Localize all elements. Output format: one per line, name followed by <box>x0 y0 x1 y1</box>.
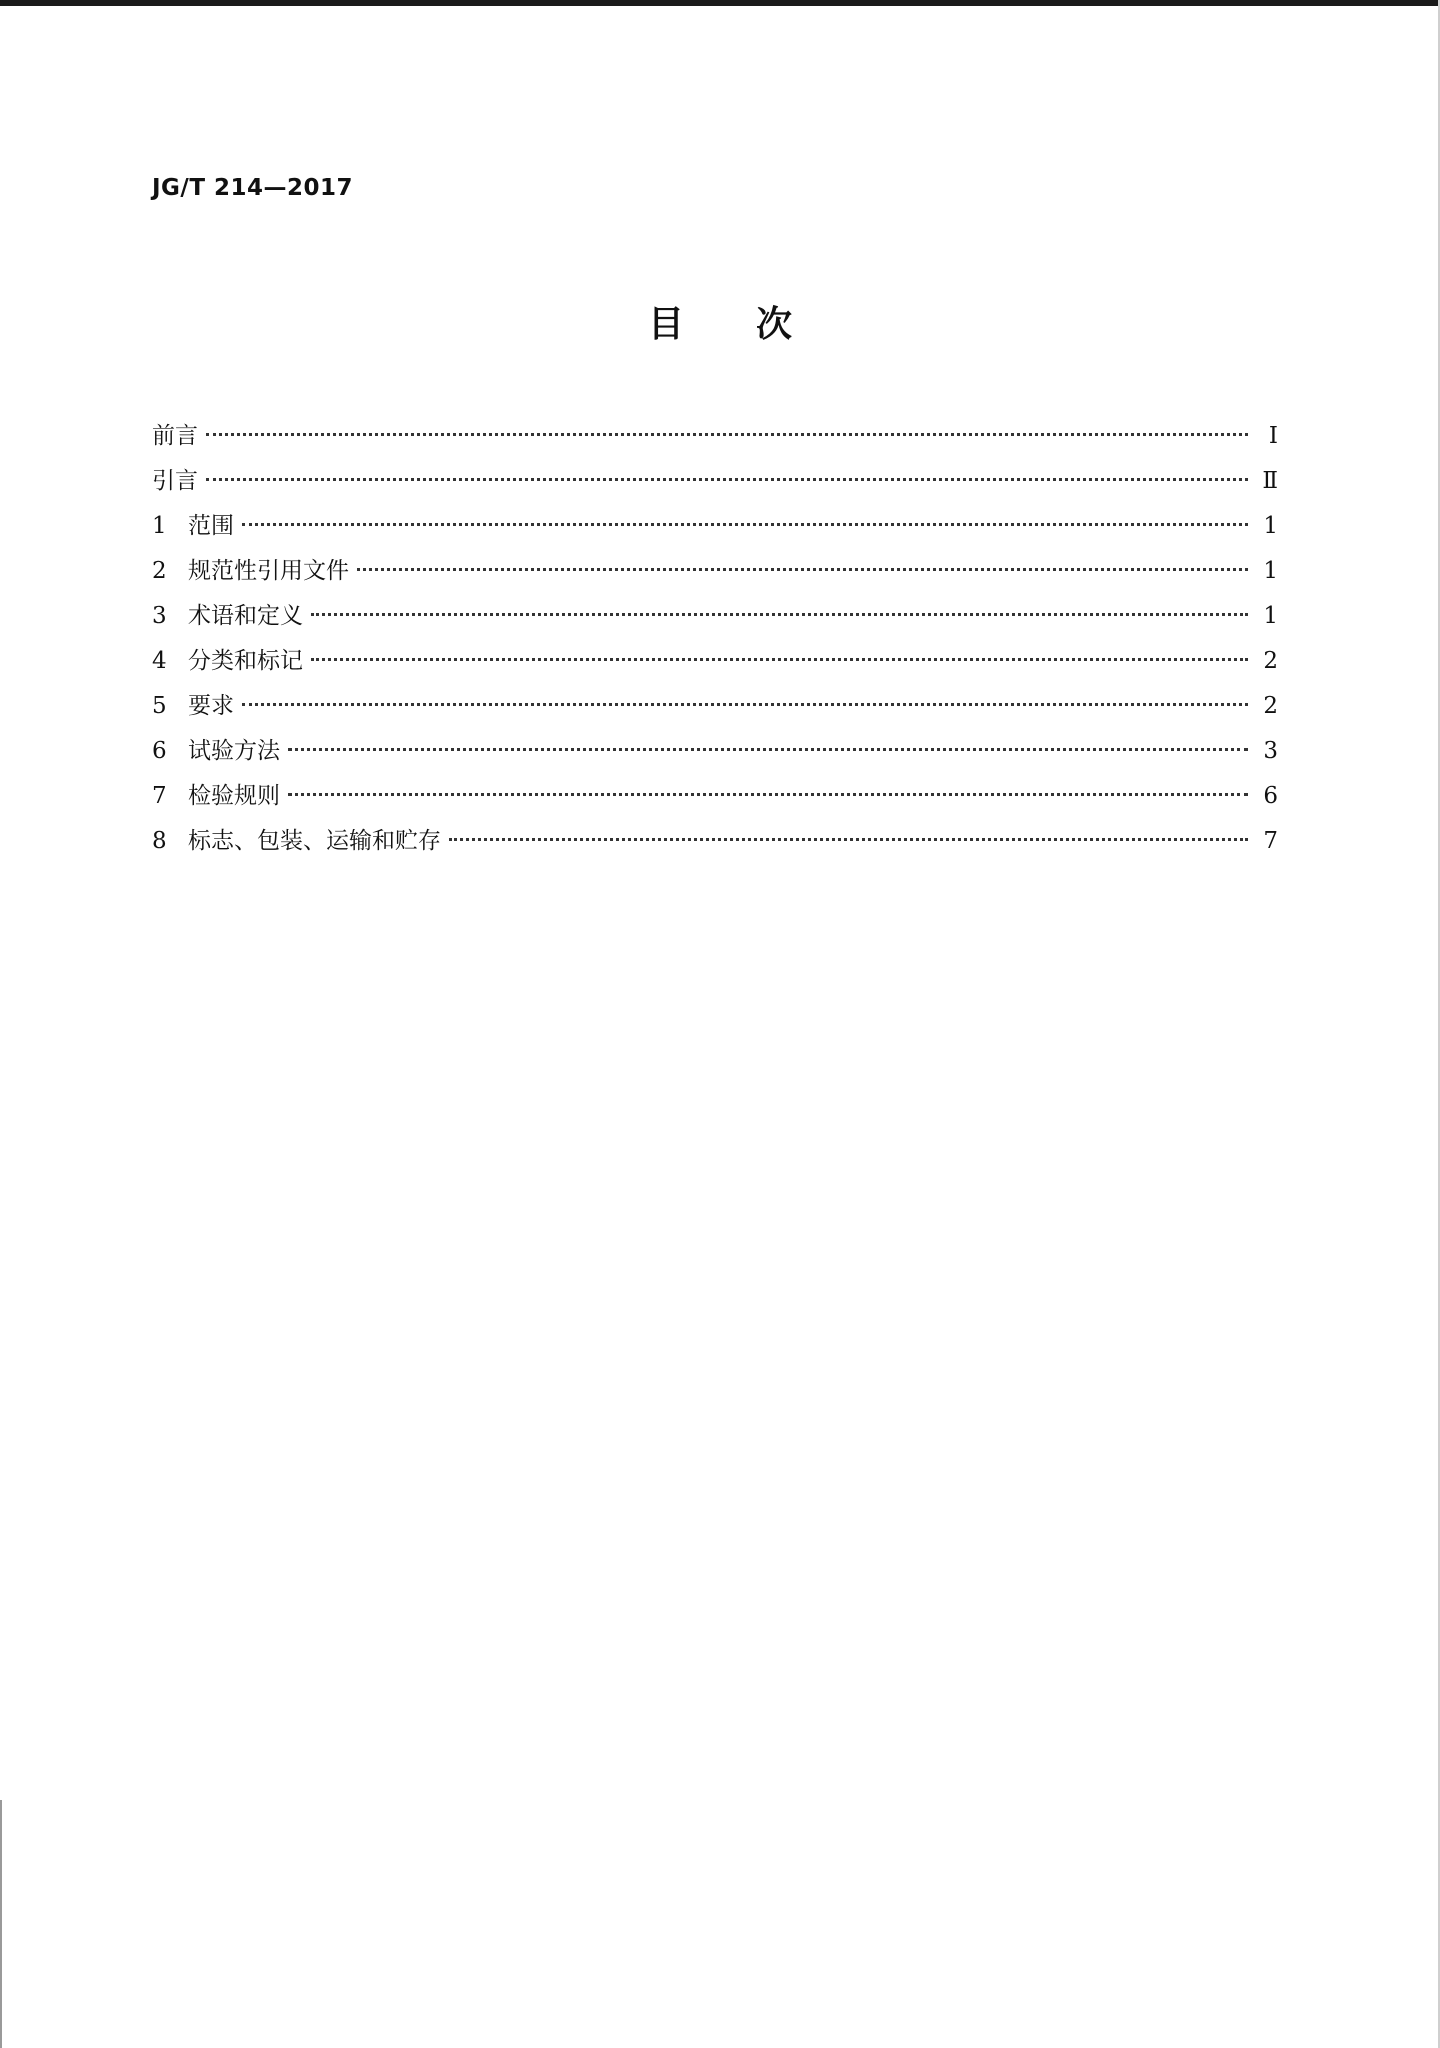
scan-edge-left <box>0 1800 2 2048</box>
standard-code: JG/T 214—2017 <box>152 175 354 201</box>
table-of-contents <box>152 414 1278 864</box>
toc-entry-5[interactable] <box>152 684 1278 729</box>
toc-leader-dots <box>311 613 1248 616</box>
toc-entry-page: 1 <box>1263 513 1278 539</box>
scan-edge-top <box>0 0 1440 6</box>
toc-entry-foreword[interactable] <box>152 414 1278 459</box>
toc-leader-dots <box>311 658 1248 661</box>
toc-entry-label: 术语和定义 <box>188 603 303 629</box>
toc-entry-introduction[interactable] <box>152 459 1278 504</box>
toc-entry-8[interactable] <box>152 819 1278 864</box>
toc-entry-label: 范围 <box>188 513 234 539</box>
toc-entry-label: 检验规则 <box>188 783 280 809</box>
toc-entry-number: 2 <box>152 558 167 584</box>
toc-entry-1[interactable] <box>152 504 1278 549</box>
toc-entry-3[interactable] <box>152 594 1278 639</box>
toc-entry-2[interactable] <box>152 549 1278 594</box>
toc-entry-label: 试验方法 <box>188 738 280 764</box>
toc-entry-6[interactable] <box>152 729 1278 774</box>
toc-entry-number: 6 <box>152 738 167 764</box>
toc-leader-dots <box>242 703 1248 706</box>
toc-entry-4[interactable] <box>152 639 1278 684</box>
toc-entry-label: 前言 <box>152 423 198 449</box>
toc-leader-dots <box>206 478 1248 481</box>
toc-leader-dots <box>449 838 1248 841</box>
toc-leader-dots <box>206 433 1248 436</box>
toc-entry-page: 2 <box>1263 693 1278 719</box>
toc-leader-dots <box>288 793 1248 796</box>
toc-entry-number: 8 <box>152 828 167 854</box>
page-title: 目次 <box>647 304 864 345</box>
toc-entry-page: Ⅱ <box>1262 468 1278 494</box>
toc-entry-label: 要求 <box>188 693 234 719</box>
toc-entry-7[interactable] <box>152 774 1278 819</box>
toc-entry-page: Ⅰ <box>1268 423 1278 449</box>
toc-entry-label: 规范性引用文件 <box>188 558 349 584</box>
toc-entry-label: 引言 <box>152 468 198 494</box>
toc-entry-page: 6 <box>1263 783 1278 809</box>
toc-entry-number: 5 <box>152 693 167 719</box>
toc-leader-dots <box>288 748 1248 751</box>
toc-entry-number: 1 <box>152 513 167 539</box>
toc-entry-page: 1 <box>1263 558 1278 584</box>
toc-entry-label: 标志、包装、运输和贮存 <box>188 828 441 854</box>
toc-entry-page: 3 <box>1263 738 1278 764</box>
toc-entry-page: 1 <box>1263 603 1278 629</box>
toc-entry-page: 7 <box>1263 828 1278 854</box>
toc-leader-dots <box>357 568 1248 571</box>
toc-entry-number: 7 <box>152 783 167 809</box>
toc-entry-number: 4 <box>152 648 167 674</box>
toc-entry-label: 分类和标记 <box>188 648 303 674</box>
toc-leader-dots <box>242 523 1248 526</box>
toc-entry-number: 3 <box>152 603 167 629</box>
toc-entry-page: 2 <box>1263 648 1278 674</box>
